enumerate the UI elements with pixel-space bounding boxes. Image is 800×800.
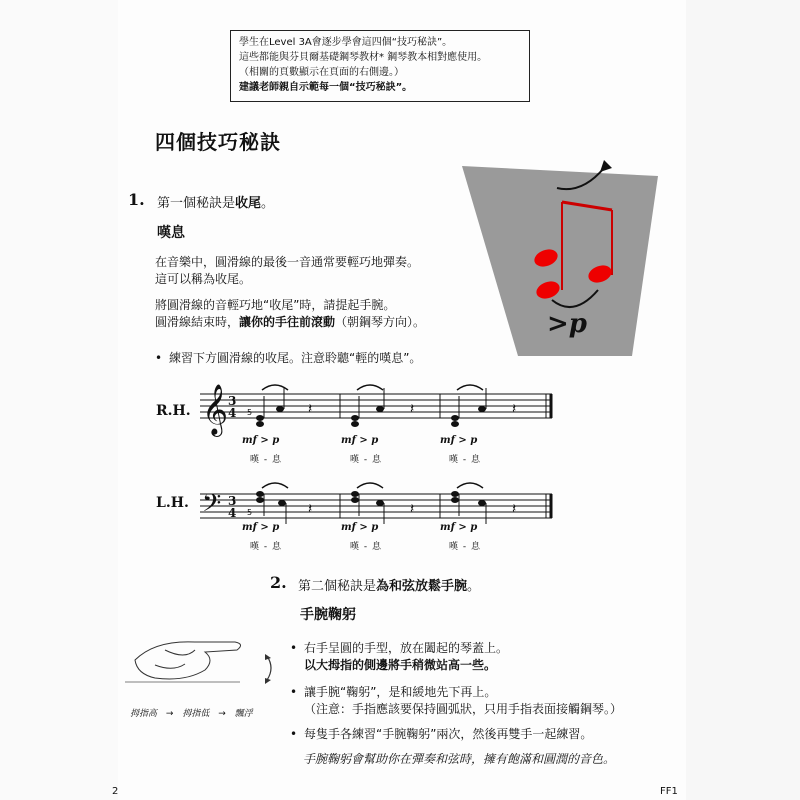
- section-2-bullet-2: • 讓手腕“鞠躬”，是和緩地先下再上。 （注意：手指應該要保持圓弧狀，只用手指表面接觸鋼琴。）: [290, 685, 623, 716]
- dynamic-mark: >p: [547, 309, 587, 339]
- section-2-subheading: 手腕鞠躬: [300, 607, 356, 623]
- section-1-heading: 第一個秘訣是收尾。: [157, 196, 275, 211]
- note-head: [256, 415, 264, 421]
- intro-box: [230, 30, 530, 102]
- note-head: [256, 421, 264, 427]
- time-signature-top: 3: [228, 394, 237, 408]
- section-1-number: 1.: [128, 190, 145, 209]
- section-2-heading: 第二個秘訣是為和弦放鬆手腕。: [298, 579, 481, 594]
- intro-line-1: 學生在Level 3A會逐步學會這四個“技巧秘訣”。: [239, 37, 453, 48]
- dynamic-marking: mf > p: [242, 522, 280, 533]
- finger-number: 5: [247, 408, 253, 417]
- sigh-lyric: 嘆 - 息: [250, 542, 282, 552]
- right-margin: [686, 0, 800, 800]
- hand-illustration: [125, 620, 285, 700]
- intro-line-4: 建議老師親自示範每一個“技巧秘訣”。: [239, 82, 413, 93]
- dynamic-marking: mf > p: [341, 522, 379, 533]
- dynamic-marking: mf > p: [440, 522, 478, 533]
- rh-staff: [200, 384, 552, 437]
- section-1-subheading: 嘆息: [157, 225, 185, 241]
- bullet-dot: •: [290, 641, 298, 655]
- arrow-head-icon: [600, 160, 612, 172]
- sigh-lyric: 嘆 - 息: [350, 542, 382, 552]
- dynamic-marking: mf > p: [440, 435, 478, 446]
- svg-text:𝄽: 𝄽: [410, 401, 415, 417]
- svg-text:𝄽: 𝄽: [512, 501, 517, 517]
- bass-clef-icon: 𝄢: [202, 489, 222, 524]
- dynamic-marking: mf > p: [242, 435, 280, 446]
- sigh-lyric: 嘆 - 息: [250, 455, 282, 465]
- time-signature-top: 3: [228, 494, 237, 508]
- section-1-bullet: • 練習下方圓滑線的收尾。注意聆聽“輕的嘆息”。: [155, 351, 422, 365]
- quarter-rest: 𝄽: [308, 401, 313, 417]
- sigh-illustration: [462, 150, 662, 360]
- left-margin: [0, 0, 118, 800]
- sigh-lyric: 嘆 - 息: [449, 542, 481, 552]
- hand-outline: [135, 642, 241, 679]
- section-2-number: 2.: [270, 573, 287, 592]
- finger-number: 5: [247, 508, 253, 517]
- section-1-paragraph-1: 在音樂中，圓滑線的最後一音通常要輕巧地彈奏。 這可以稱為收尾。: [155, 255, 420, 286]
- section-2-bullet-3: • 每隻手各練習“手腕鞠躬”兩次，然後再雙手一起練習。: [290, 727, 593, 741]
- section-1-keyword: 收尾: [235, 196, 262, 211]
- svg-text:𝄽: 𝄽: [308, 501, 313, 517]
- slur-arrow-icon: [457, 385, 483, 390]
- sigh-lyric: 嘆 - 息: [350, 455, 382, 465]
- note-head: [276, 406, 284, 412]
- svg-text:𝄽: 𝄽: [410, 501, 415, 517]
- section-2-keyword: 為和弦放鬆手腕: [376, 579, 468, 594]
- hand-caption: 拇指高 → 拇指低 → 飄浮: [130, 709, 253, 719]
- lh-staff: [200, 483, 552, 524]
- treble-clef-icon: 𝄞: [202, 384, 229, 435]
- lh-label: L.H.: [156, 495, 189, 511]
- page-title: 四個技巧秘訣: [155, 130, 281, 154]
- slur-arrow-icon: [357, 385, 383, 390]
- rh-label: R.H.: [156, 403, 191, 419]
- sigh-lyric: 嘆 - 息: [449, 455, 481, 465]
- dynamic-marking: mf > p: [341, 435, 379, 446]
- closing-note: 手腕鞠躬會幫助你在彈奏和弦時，擁有飽滿和圓潤的音色。: [303, 752, 616, 766]
- svg-text:𝄽: 𝄽: [512, 401, 517, 417]
- bullet-dot: •: [155, 351, 163, 365]
- intro-line-2: 這些都能與芬貝爾基礎鋼琴教材* 鋼琴教本相對應使用。: [239, 52, 488, 63]
- time-signature-bottom: 4: [228, 406, 237, 420]
- page-number: 2: [112, 786, 119, 797]
- section-2-bullet-1: • 右手呈圓的手型，放在闔起的琴蓋上。 以大拇指的側邊將手稍微站高一些。: [290, 641, 509, 672]
- bullet-dot: •: [290, 685, 298, 699]
- intro-line-3: （相關的頁數顯示在頁面的右側邊。）: [239, 67, 404, 78]
- bullet-dot: •: [290, 727, 298, 741]
- section-1-paragraph-2: 將圓滑線的音輕巧地“收尾”時，請提起手腕。 圓滑線結束時，讓你的手往前滾動（朝鋼琴方向）。: [155, 298, 426, 329]
- wrist-motion-icon: [267, 656, 271, 680]
- time-signature-bottom: 4: [228, 506, 237, 520]
- footer-mark: FF1: [660, 786, 678, 797]
